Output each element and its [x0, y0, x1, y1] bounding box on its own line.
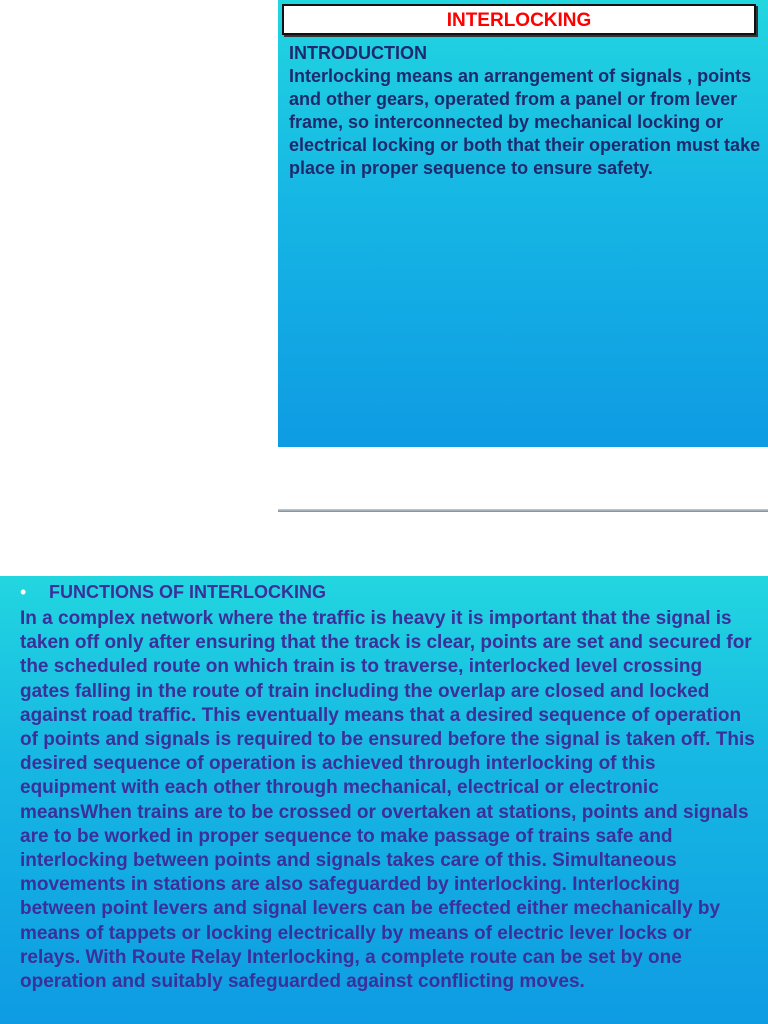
- intro-section: [289, 42, 761, 180]
- slide-interlocking-intro: [278, 0, 768, 447]
- intro-paragraph: Interlocking means an arrangement of signals , points and other gears, operated from a panel or from lever frame, so interconnected by mechanical locking or electrical locking or both that their operation must take place in proper sequence to ensure safety.: [289, 66, 761, 178]
- functions-heading-row: [20, 580, 750, 604]
- functions-heading: FUNCTIONS OF INTERLOCKING: [49, 582, 326, 602]
- intro-heading: INTRODUCTION: [289, 43, 427, 63]
- bullet-icon: •: [20, 582, 27, 602]
- title-box: [282, 4, 756, 35]
- divider-line: [278, 509, 768, 512]
- functions-paragraph: In a complex network where the traffic is heavy it is important that the signal is taken off only after ensuring that the track is clear, points are set and secured for the scheduled route on which train is to traverse, interlocked level crossing gates falling in the route of train including the overlap are closed and locked against road traffic. This eventually means that a desired sequence of operation of points and signals is required to be ensured before the signal is taken off. This desired sequence of operation is achieved through interlocking of this equipment with each other through mechanical, electrical or electronic meansWhen trains are to be crossed or overtaken at stations, points and signals are to be worked in proper sequence to make passage of trains safe and interlocking between points and signals takes care of this. Simultaneous movements in stations are also safeguarded by interlocking. Interlocking between point levers and signal levers can be effected either mechanically by means of tappets or locking electrically by means of electric lever locks or relays. With Route Relay Interlocking, a complete route can be set by one operation and suitably safeguarded against conflicting moves.: [20, 608, 755, 993]
- slide-functions-of-interlocking: [0, 576, 768, 1024]
- slide-title: INTERLOCKING: [446, 10, 592, 31]
